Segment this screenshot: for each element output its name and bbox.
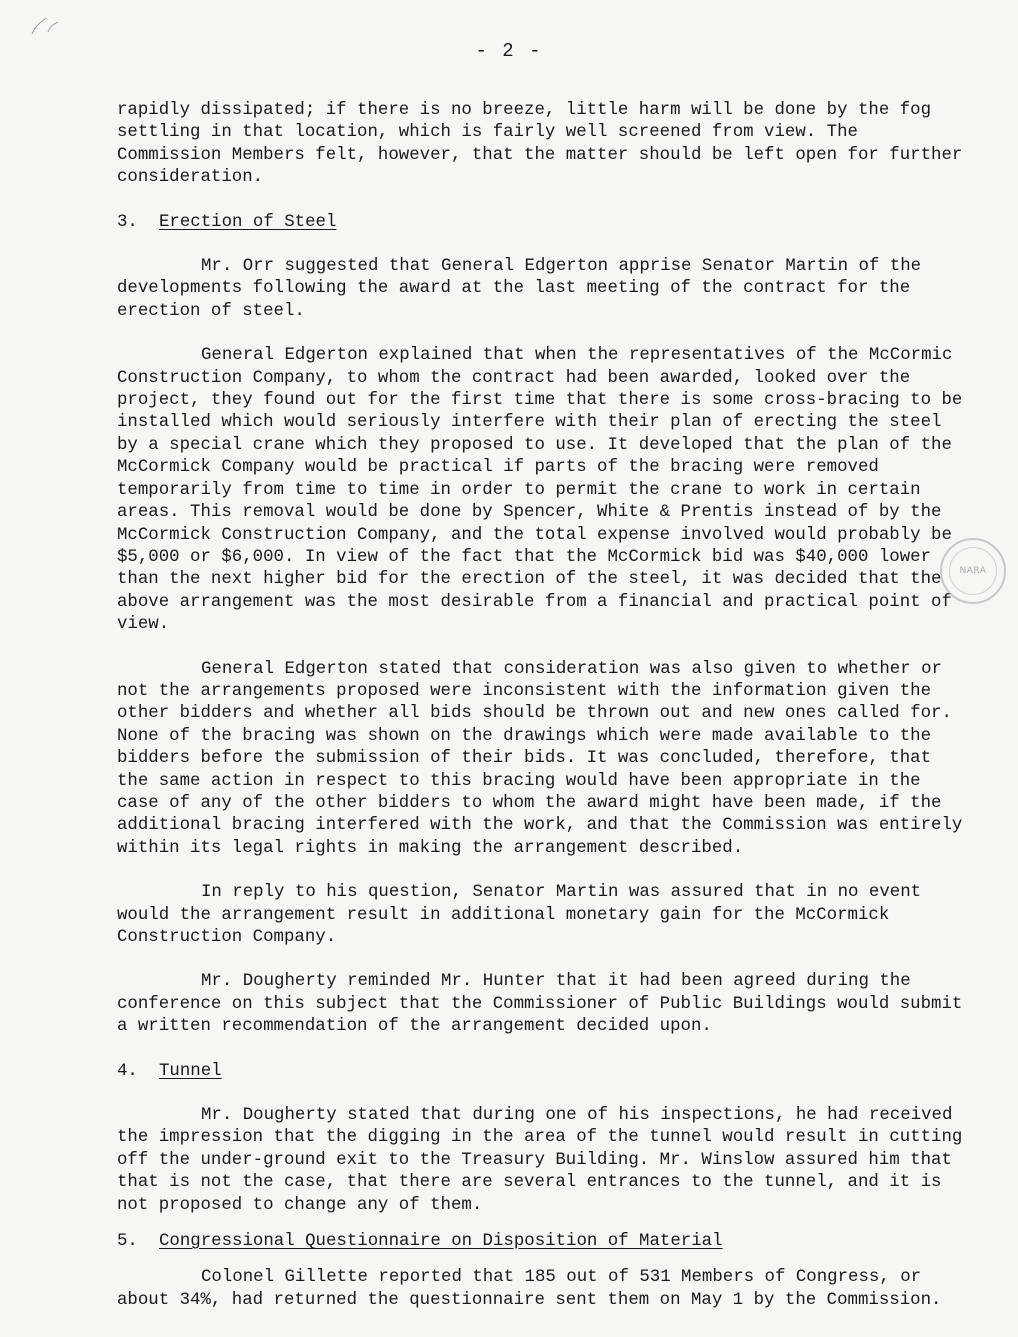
section-heading-erection-of-steel — [117, 212, 967, 234]
section-number: 5. — [117, 1232, 138, 1252]
paragraph-edgerton-consideration: General Edgerton stated that consideration was also given to whether or not the arrangements proposed were inconsistent with the information given the other bidders and whether all bids should be thrown out and new ones called for. None of the bracing was shown on the drawings which were made available to the bidders before the submission of their bids. It was concluded, therefore, that the same action in respect to this bracing would have been appropriate in the case of any of the other bidders to whom the award might have been made, if the additional bracing interfered with the work, and that the Commission was entirely within its legal rights in making the arrangement described. — [117, 659, 963, 858]
paragraph-gillette-report: Colonel Gillette reported that 185 out of 531 Members of Congress, or about 34%, had returned the questionnaire sent them on May 1 by the Commission. — [117, 1268, 942, 1310]
stamp-label: NARA — [959, 566, 987, 576]
section-title: Erection of Steel — [159, 212, 337, 232]
document-body — [117, 100, 967, 1312]
section-title: Congressional Questionnaire on Disposition of Material — [159, 1232, 723, 1252]
paragraph-orr-suggestion: Mr. Orr suggested that General Edgerton apprise Senator Martin of the developments following the award at the last meeting of the contract for the erection of steel. — [117, 257, 922, 321]
section-number: 4. — [117, 1061, 138, 1081]
paragraph-tunnel-inspection: Mr. Dougherty stated that during one of his inspections, he had received the impression that the digging in the area of the tunnel would result in cutting off the under-ground exit to the Treasury Building. Mr. Winslow assured him that that is not the case, that there are several entrances to the tunnel, and it is not proposed to change any of them. — [117, 1106, 963, 1215]
section-number: 3. — [117, 212, 138, 232]
section-heading-congressional-questionnaire — [117, 1231, 967, 1253]
paragraph-fog-continued: rapidly dissipated; if there is no breeze, little harm will be done by the fog settling in that location, which is fairly well screened from view. The Commission Members felt, however, that the matter should be left open for further consideration. — [117, 101, 963, 188]
paragraph-martin-assurance: In reply to his question, Senator Martin was assured that in no event would the arrangement result in additional monetary gain for the McCormick Construction Company. — [117, 883, 922, 947]
archive-seal-icon — [940, 538, 1006, 604]
paragraph-edgerton-explanation: General Edgerton explained that when the representatives of the McCormic Construction Company, to whom the contract had been awarded, looked over the project, they found out for the first time that there is some cross-bracing to be installed which would seriously interfere with their plan of erecting the steel by a special crane which they proposed to use. It developed that the plan of the McCormick Company would be practical if parts of the bracing were removed temporarily from time to time in order to permit the crane to work in certain areas. This removal would be done by Spencer, White & Prentis instead of by the McCormick Construction Company, and the total expense involved would probably be $5,000 or $6,000. In view of the fact that the McCormick bid was $40,000 lower than the next higher bid for the erection of the steel, it was decided that the above arrangement was the most desirable from a financial and practical point of view. — [117, 346, 963, 635]
section-title: Tunnel — [159, 1061, 222, 1081]
paragraph-dougherty-reminder: Mr. Dougherty reminded Mr. Hunter that it had been agreed during the conference on this subject that the Commissioner of Public Buildings would submit a written recommendation of the arrangement decided upon. — [117, 972, 963, 1037]
page-number: - 2 - — [475, 40, 543, 62]
section-heading-tunnel — [117, 1061, 967, 1083]
